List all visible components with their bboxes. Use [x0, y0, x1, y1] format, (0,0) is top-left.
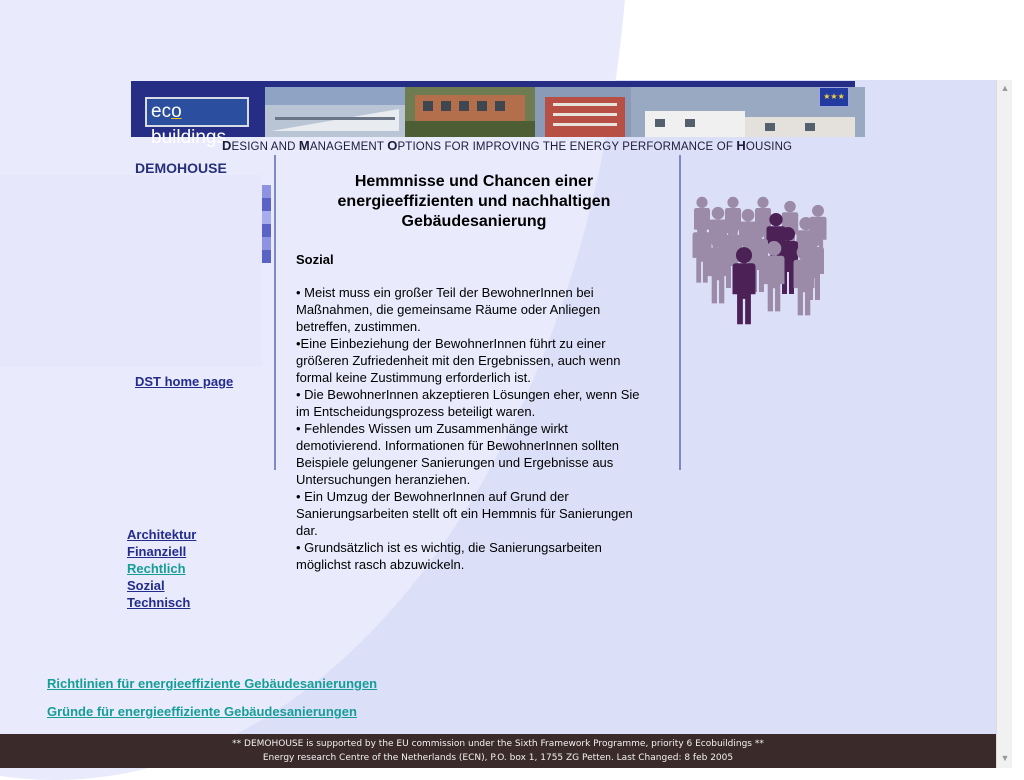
sidebar-light-panel: [0, 175, 262, 367]
guidelines-link[interactable]: Richtlinien für energieeffiziente Gebäudesanierungen: [47, 676, 378, 691]
square: [262, 185, 271, 198]
tagline: DESIGN AND MANAGEMENT OPTIONS FOR IMPROVING THE ENERGY PERFORMANCE OF HOUSING: [222, 138, 793, 153]
list-item: • Ein Umzug der BewohnerInnen auf Grund der Sanierungsarbeiten stellt oft ein Hemmnis für Sanierungen dar.: [296, 489, 633, 538]
eu-flag-icon: ★★★: [819, 87, 849, 107]
logo-o: o: [171, 101, 182, 122]
nav-item-architektur[interactable]: Architektur: [127, 527, 197, 542]
section-heading: Sozial: [296, 252, 334, 267]
bullet-list: [296, 284, 654, 573]
nav-item-sozial[interactable]: Sozial: [127, 578, 165, 593]
square: [262, 237, 271, 250]
section-title: DEMOHOUSE: [135, 160, 227, 176]
scroll-up-icon[interactable]: ▲: [1000, 83, 1010, 93]
footer: [0, 734, 996, 768]
main-content: [296, 172, 654, 573]
square: [262, 224, 271, 237]
footer-line: Energy research Centre of the Netherlands (ECN), P.O. box 1, 1755 ZG Petten. Last Changed: 8 feb 2005: [262, 753, 734, 763]
square: [262, 211, 271, 224]
square: [262, 198, 271, 211]
scroll-down-icon[interactable]: ▼: [1000, 753, 1010, 763]
people-crowd-icon: [688, 196, 830, 326]
left-divider: [274, 155, 276, 470]
nav-item-rechtlich[interactable]: Rechtlich: [127, 561, 186, 576]
list-item: • Grundsätzlich ist es wichtig, die Sanierungsarbeiten möglichst rasch abzuwickeln.: [296, 540, 602, 572]
page-title: Hemmnisse und Chancen einer energieeffizienten und nachhaltigen Gebäudesanierung: [337, 173, 611, 230]
reasons-link[interactable]: Gründe für energieeffiziente Gebäudesanierungen: [47, 704, 357, 719]
sidebar-nav: [127, 526, 196, 611]
nav-item-technisch[interactable]: Technisch: [127, 595, 191, 610]
dst-home-link[interactable]: DST home page: [135, 374, 234, 389]
footer-line: ** DEMOHOUSE is supported by the EU commission under the Sixth Framework Programme, priority 6 Ecobuildings **: [232, 739, 764, 749]
vertical-scrollbar[interactable]: [996, 80, 1012, 768]
list-item: • Meist muss ein großer Teil der BewohnerInnen bei Maßnahmen, die gemeinsame Räume oder Anliegen betreffen, zustimmen.: [296, 285, 601, 334]
list-item: • Fehlendes Wissen um Zusammenhänge wirkt demotivierend. Informationen für BewohnerInnen sollten Beispiele gelungener Sanierungen und Ergebnisse aus Untersuchungen heranziehen.: [296, 421, 620, 487]
decorative-squares: [262, 185, 271, 263]
square: [262, 250, 271, 263]
list-item: •Eine Einbeziehung der BewohnerInnen führt zu einer größeren Zufriedenheit mit den Ergebnissen, auch wenn formal keine Zustimmung erforderlich ist.: [296, 336, 621, 385]
ecobuildings-logo[interactable]: eco buildings: [145, 97, 249, 127]
right-divider: [679, 155, 681, 470]
page-background: [0, 80, 996, 735]
list-item: • Die BewohnerInnen akzeptieren Lösungen eher, wenn Sie im Entscheidungsprozess beteiligt waren.: [296, 387, 640, 419]
building-photo-strip: [265, 87, 865, 137]
nav-item-finanziell[interactable]: Finanziell: [127, 544, 187, 559]
